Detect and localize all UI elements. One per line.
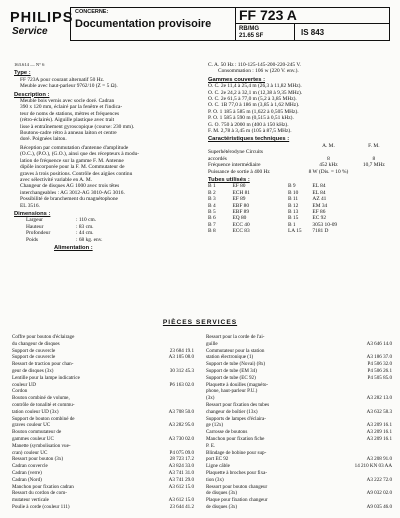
- dimension-value: : 68 kg. env.: [76, 236, 103, 243]
- type-line: Meuble avec haut-parleur 9762/10 (Z = 5 Ω).: [20, 83, 118, 90]
- part-description: Support de tube (EM 34): [206, 367, 257, 374]
- part-row: [206, 416, 392, 423]
- part-description: Support de tube (EC 92): [206, 374, 256, 381]
- tube-type: 7181 D: [312, 228, 329, 235]
- char-label: Fréquence intermédiaire: [208, 162, 261, 169]
- part-number: 23 684 19.1: [169, 347, 194, 354]
- part-number: A3 741 31.0: [168, 469, 194, 476]
- part-row: [12, 436, 194, 443]
- part-number: [321, 388, 392, 395]
- part-row: [206, 443, 392, 450]
- band-line: G. O. 750 à 2000 m (400 à 150 kHz).: [208, 121, 289, 128]
- code-text: RB/MG: [239, 26, 259, 32]
- part-number: A9 032 02.0: [366, 490, 392, 497]
- part-description: Ressort pour bouton changeur: [206, 483, 268, 490]
- type-line: FF 723A pour courant alternatif 50 Hz.: [20, 76, 105, 83]
- tube-position: B 9: [287, 183, 296, 190]
- tube-type: EL 84: [312, 183, 326, 190]
- part-description: tation couleur UD (3x): [12, 408, 59, 415]
- description-line: Boutons-cadre rétro à anneau laiton et centre: [20, 130, 117, 137]
- tube-position: B 2: [208, 189, 216, 196]
- tube-type: ECC 40: [232, 221, 250, 228]
- dimension-label: Profondeur: [26, 230, 51, 237]
- part-row: [12, 402, 194, 409]
- part-row: [206, 422, 392, 429]
- part-description: du changeur de disques: [12, 340, 60, 347]
- part-row: [12, 395, 194, 402]
- part-row: [12, 334, 194, 341]
- parts-table-right: [206, 334, 392, 511]
- char-am-value: 8: [327, 155, 330, 162]
- part-row: [12, 361, 194, 368]
- part-number: 23 644 41.2: [169, 503, 194, 510]
- model-number: FF 723 A: [239, 7, 297, 23]
- part-number: A3 209 16.1: [366, 429, 392, 436]
- part-number: P6 163 02.0: [169, 381, 194, 388]
- part-description: Support de couvercle: [12, 347, 56, 354]
- part-description: de disques (3x): [206, 490, 238, 497]
- part-number: [142, 395, 194, 402]
- tube-type: EM 34: [312, 202, 328, 209]
- part-description: Ressort de traction pour chan-: [12, 361, 74, 368]
- type-heading: Type :: [14, 70, 31, 77]
- description-line: Meuble bois vernis avec socle doré. Cadran: [20, 98, 115, 105]
- part-row: [12, 382, 194, 389]
- part-number: P4 505 85.0: [367, 374, 392, 381]
- brand-logo: PHILIPS: [10, 10, 74, 26]
- reception-line: Réception par commutation d'antenne d'amplitude: [20, 144, 129, 151]
- part-number: [142, 402, 194, 409]
- part-number: [142, 443, 194, 450]
- part-description: Ressort du cordon de com-: [12, 490, 67, 497]
- tube-type: EL 84: [312, 189, 326, 196]
- band-line: O. C. 2e 24,2 à 32,1 m (12,38 à 9,35 MHz).: [208, 89, 303, 96]
- bands-list: [208, 83, 390, 134]
- part-description: Support de tube (Novai) (8x): [206, 361, 266, 368]
- part-row: [206, 497, 392, 504]
- part-number: A3 186 37.0: [366, 354, 392, 361]
- char-col-am: A. M.: [322, 142, 335, 149]
- date-text: 21.65 SF: [239, 33, 264, 39]
- part-number: [321, 348, 392, 355]
- part-description: (3x): [206, 395, 215, 402]
- part-number: [142, 375, 194, 382]
- part-description: gammes couleur UC: [12, 435, 54, 442]
- part-description: Manchon pour fixation cadran: [12, 483, 74, 490]
- part-description: Support de bouton combiné de: [12, 415, 75, 422]
- part-description: Ressort pour fixation des tubes: [206, 401, 270, 408]
- part-description: graves couleur UC: [12, 422, 51, 429]
- part-description: P. E.: [206, 442, 216, 449]
- part-description: Carrosse de boutons: [206, 429, 248, 436]
- part-row: [206, 361, 392, 368]
- part-number: P4 506 32.0: [367, 361, 392, 368]
- tube-position: B 4: [208, 202, 216, 209]
- tube-row: [208, 228, 368, 234]
- alimentation-heading: Alimentation :: [54, 244, 93, 251]
- part-description: Bouton combiné de volume,: [12, 395, 70, 402]
- part-number: [321, 497, 392, 504]
- part-description: Plaque pour fixation changeur: [206, 497, 268, 504]
- tube-type: EF 80: [232, 183, 246, 190]
- left-column: [14, 62, 192, 251]
- description-line: teur de noms de stations, mètres et fréquences: [20, 110, 120, 117]
- description-line: 390 x 120 mm, éclairé par la fenêtre et l'indica-: [20, 104, 123, 111]
- part-row: [12, 463, 194, 470]
- part-description: Blindage de bobine pour sup-: [206, 449, 267, 456]
- char-fm-value: 10,7 MHz: [362, 162, 385, 169]
- reception-line: dipôle incorporée pour la F. M. Commutateur de: [20, 164, 125, 171]
- part-description: Ligne câble: [206, 463, 230, 470]
- part-description: geur de disques (3x): [12, 367, 54, 374]
- characteristics-heading: Caractéristiques techniques :: [208, 136, 290, 143]
- supply-line: C. A. 50 Hz : 110-125-145-200-220-245 V.: [208, 62, 301, 68]
- part-number: 28 723 17.2: [169, 456, 194, 463]
- part-number: [321, 484, 392, 491]
- reception-line: Possibilité de branchement du magnétophone: [20, 196, 118, 203]
- part-description: Cadran (Nord): [12, 476, 42, 483]
- char-fm-value: [358, 169, 390, 175]
- part-number: A3 612 15.0: [168, 483, 194, 490]
- part-description: de disques (3x): [206, 503, 238, 510]
- part-number: [321, 450, 392, 457]
- part-description: Poulie à corde (couleur 111): [12, 503, 70, 510]
- part-description: guille: [206, 340, 218, 347]
- characteristics-row: [208, 169, 390, 175]
- concerne-label: CONCERNE:: [75, 9, 109, 15]
- part-row: [206, 463, 392, 470]
- part-description: Cadran couvercle: [12, 463, 48, 470]
- char-label: accordés: [208, 155, 227, 162]
- part-description: contrôle de tonalité et commu-: [12, 401, 75, 408]
- description-line: doré. Poignées laiton.: [20, 136, 67, 143]
- tube-position: B 5: [208, 208, 216, 215]
- consumption-line: Consommation : 106 w (220 V. env.).: [218, 68, 299, 75]
- band-line: O. C. 1B 77,0 à 186 m (3,85 à 1,62 MHz).: [208, 102, 300, 109]
- reception-lines: [14, 145, 192, 209]
- part-row: [12, 368, 194, 375]
- char-col-fm: F. M.: [368, 142, 380, 149]
- tube-type: EC 92: [312, 215, 327, 222]
- band-line: P. O. 1 185 à 585 m (1,622 à 0,505 MHz).: [208, 108, 299, 115]
- part-row: [12, 429, 194, 436]
- description-line: lisse à entraînement gyroscopique (course: 230 mm).: [20, 123, 135, 130]
- part-number: [142, 334, 194, 341]
- tube-position: B 15: [287, 215, 299, 222]
- part-description: Manchon pour fixation fiche: [206, 435, 265, 442]
- part-number: A3 222 72.0: [366, 476, 392, 483]
- part-number: A3 632 58.3: [366, 408, 392, 415]
- part-row: [12, 443, 194, 450]
- tube-type: ECH 81: [232, 189, 250, 196]
- tube-position: LA 15: [287, 228, 302, 235]
- parts-title-text: PIÈCES SERVICES: [162, 319, 238, 326]
- part-number: A9 035 46.0: [366, 503, 392, 510]
- tube-type: EF 86: [312, 208, 326, 215]
- dimension-label: Hauteur: [26, 223, 44, 230]
- part-row: [206, 395, 392, 402]
- part-description: station électronique (1): [206, 354, 254, 361]
- tube-type: EF 89: [232, 196, 246, 203]
- description-line: (rétro-éclairés). Aiguille plastique avec trait: [20, 117, 115, 124]
- part-description: Ressort pour bouton (3x): [12, 456, 64, 463]
- reception-line: Changeur de disques AG 1000 avec trois têtes: [20, 183, 120, 190]
- part-number: 14 210 KN 03 AA: [354, 463, 392, 470]
- tube-type: EQ 80: [232, 215, 247, 222]
- tube-type: EBF 80: [232, 202, 250, 209]
- part-row: [206, 368, 392, 375]
- part-description: Commutateur pour la station: [206, 347, 265, 354]
- brand-block: [10, 10, 74, 37]
- part-number: P4 075 09.0: [169, 449, 194, 456]
- part-number: A3 708 50.0: [168, 408, 194, 415]
- part-row: [12, 484, 194, 491]
- description-heading: Description :: [14, 91, 50, 98]
- part-row: [12, 388, 194, 395]
- concerne-box: [70, 7, 236, 41]
- band-line: P. O. 1 585 à 590 m (0,515 à 0,51 kHz).: [208, 115, 294, 122]
- part-number: A3 282 13.0: [366, 395, 392, 402]
- part-row: [12, 348, 194, 355]
- tubes-heading: Tubes utilisés :: [208, 176, 250, 183]
- tube-position: B 3: [208, 196, 216, 203]
- service-label: Service: [12, 26, 48, 37]
- part-row: [12, 422, 194, 429]
- part-row: [12, 375, 194, 382]
- band-line: F. M. 2,78 à 3,45 m (105 à 87,5 MHz).: [208, 128, 292, 135]
- part-number: [321, 382, 392, 389]
- part-description: Plaquette à broches pour fixa-: [206, 469, 268, 476]
- part-description: Supports de lampes d'éclaira-: [206, 415, 266, 422]
- part-row: [12, 497, 194, 504]
- part-description: cran) couleur UC: [12, 449, 48, 456]
- part-row: [12, 409, 194, 416]
- part-number: A3 824 33.0: [168, 463, 194, 470]
- tube-position: B 11: [287, 196, 299, 203]
- part-number: A3 209 16.1: [366, 435, 392, 442]
- part-number: [142, 490, 194, 497]
- part-row: [206, 409, 392, 416]
- part-description: Lentille pour la lampe indicatrice: [12, 374, 80, 381]
- part-row: [206, 402, 392, 409]
- char-am-value: 452 kHz: [319, 162, 338, 169]
- dimensions-table: [26, 217, 102, 243]
- part-number: [321, 402, 392, 409]
- number-box: [294, 23, 390, 41]
- characteristics-table: [208, 143, 390, 175]
- part-row: [12, 504, 194, 511]
- tube-type: AZ 41: [312, 196, 327, 203]
- description-lines: [14, 98, 192, 143]
- part-description: Support de couvercle: [12, 354, 56, 361]
- part-number: A3 208 91.0: [366, 456, 392, 463]
- part-description: changeur de boîtier (13x): [206, 408, 258, 415]
- tube-position: B 7: [208, 221, 216, 228]
- char-label: Puissance de sortie à 400 Hz: [208, 168, 270, 175]
- part-number: 30 312 45.3: [169, 367, 194, 374]
- dimension-value: : 83 cm.: [76, 223, 94, 230]
- dimension-value: : 44 cm.: [76, 230, 94, 237]
- part-row: [206, 375, 392, 382]
- part-number: [321, 416, 392, 423]
- tubes-table: [208, 183, 368, 234]
- part-number: [142, 361, 194, 368]
- part-description: tion (3x): [206, 476, 224, 483]
- part-number: [142, 429, 194, 436]
- tube-position: B 13: [287, 208, 299, 215]
- tube-type: ECC 83: [232, 228, 250, 235]
- model-box: [235, 7, 390, 24]
- tube-position: B 10: [287, 189, 299, 196]
- part-row: [206, 456, 392, 463]
- part-row: [206, 504, 392, 511]
- part-row: [12, 490, 194, 497]
- part-description: Bouton commutateur de: [12, 429, 62, 436]
- part-row: [206, 341, 392, 348]
- part-description: Ressort pour la corde de l'ai-: [206, 334, 265, 340]
- part-number: A3 612 15.0: [168, 497, 194, 504]
- part-row: [206, 436, 392, 443]
- band-line: O. C. 2e 61,5 à 77,0 m (5,2 à 3,85 MHz).: [208, 96, 297, 103]
- tube-type: 3053 10-09: [312, 221, 338, 228]
- part-description: Cordon: [12, 388, 28, 395]
- part-row: [206, 450, 392, 457]
- reception-line: avec sélectivité variable en A. M.: [20, 176, 92, 183]
- part-description: port EC 92: [206, 456, 229, 463]
- dimension-value: : 110 cm.: [76, 217, 97, 224]
- dimensions-heading: Dimensions :: [14, 210, 51, 217]
- parts-table-left: [12, 334, 194, 511]
- bands-heading: Gammes couvertes :: [208, 76, 266, 83]
- part-number: [321, 443, 392, 450]
- part-number: A3 105 08.0: [168, 354, 194, 361]
- part-row: [12, 477, 194, 484]
- part-row: [206, 470, 392, 477]
- part-number: [142, 341, 194, 348]
- part-number: A3 741 29.0: [168, 476, 194, 483]
- part-description: phone, haut-parleur P.U.): [206, 388, 258, 395]
- part-row: [206, 334, 392, 341]
- part-row: [206, 429, 392, 436]
- code-box: [235, 23, 295, 41]
- band-line: O. C. 2e 11,4 à 25,4 m (26,3 à 11,82 MHz).: [208, 83, 302, 90]
- part-number: A3 646 14.0: [366, 340, 392, 347]
- part-row: [12, 341, 194, 348]
- char-fm-value: 8: [372, 155, 376, 162]
- part-number: [321, 470, 392, 477]
- part-number: [142, 388, 194, 395]
- part-row: [12, 456, 194, 463]
- document-title: Documentation provisoire: [75, 18, 212, 30]
- part-description: Plaquette à douilles (magnéto-: [206, 381, 269, 388]
- right-column: [208, 62, 390, 235]
- reception-line: interchangeables : AG 3012-AG 3010-AG 3016.: [20, 189, 125, 196]
- dimension-label: Poids: [26, 236, 38, 243]
- reception-line: graves à trois positions. Contrôle des aigües continu: [20, 170, 133, 177]
- reception-line: EL 3516.: [20, 202, 40, 209]
- part-description: Manette (symbolisation vue-: [12, 442, 71, 449]
- part-description: ge (12x): [206, 422, 224, 429]
- tube-position: B 8: [208, 228, 216, 235]
- reference-line: 163.614 — N° 6: [14, 62, 45, 67]
- part-number: A3 209 16.1: [366, 422, 392, 429]
- tube-position: B 12: [287, 202, 299, 209]
- dimension-label: Largeur: [26, 217, 43, 224]
- reception-line: lation de fréquence sur la gamme F. M. Antenne: [20, 157, 124, 164]
- part-row: [206, 477, 392, 484]
- part-row: [206, 388, 392, 395]
- part-description: couleur UD: [12, 381, 36, 388]
- char-am-value: 8 W (Dis. = 10 %): [308, 168, 349, 175]
- part-number: [321, 334, 392, 341]
- part-row: [12, 354, 194, 361]
- type-lines: [14, 77, 192, 90]
- tube-type: EBF 89: [232, 208, 250, 215]
- part-description: Cadran (verre): [12, 469, 42, 476]
- tube-position: B 6: [208, 215, 216, 222]
- reception-line: (O.C.), (P.O.), (G.O.), ainsi que des récepteurs à modu-: [20, 151, 140, 158]
- parts-section-title: [0, 320, 400, 326]
- part-number: P4 506 26.1: [367, 367, 392, 374]
- dimension-row: [26, 237, 102, 243]
- tube-position: B 1: [287, 221, 296, 228]
- sheet-number: IS 843: [301, 28, 325, 37]
- part-row: [12, 416, 194, 423]
- tube-position: B 1: [208, 183, 216, 190]
- part-number: [142, 416, 194, 423]
- part-description: Coffre pour bouton d'éclairage: [12, 334, 75, 340]
- part-description: mutateur verticale: [12, 497, 49, 504]
- part-row: [12, 470, 194, 477]
- char-label: Superhétérodyne Circuits: [208, 149, 263, 156]
- part-number: A3 730 02.0: [168, 435, 194, 442]
- part-number: A3 282 95.0: [168, 422, 194, 429]
